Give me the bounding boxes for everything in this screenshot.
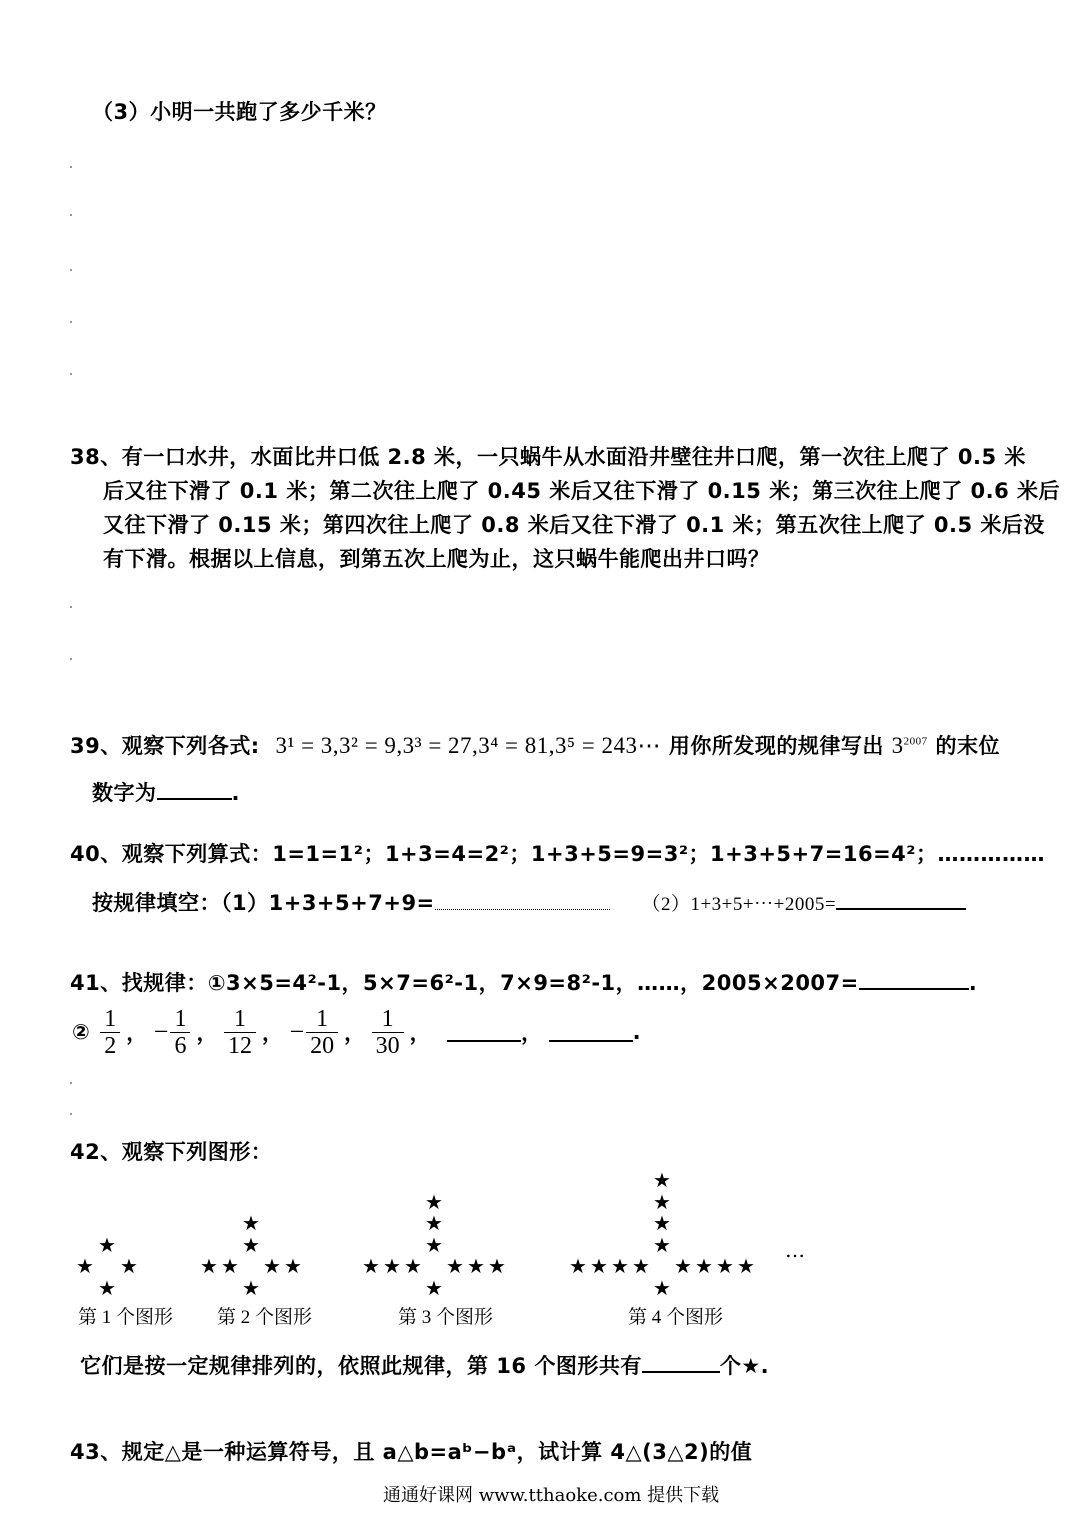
star-figure-3-star: ★ xyxy=(362,1254,380,1278)
question-38-line-4: 有下滑。根据以上信息，到第五次上爬为止，这只蜗牛能爬出井口吗？ xyxy=(103,547,770,571)
fraction-numerator: 1 xyxy=(306,1006,338,1033)
figure-caption-1: 第 1 个图形 xyxy=(78,1307,174,1328)
star-figure-2-star: ★ xyxy=(263,1254,281,1278)
power-exponent: 2007 xyxy=(903,735,928,748)
fraction-denominator: 12 xyxy=(227,1032,252,1059)
star-figure-4-star: ★ xyxy=(653,1232,671,1257)
star-figure-3-star: ★ xyxy=(425,1232,443,1257)
star-figure-3-star: ★ xyxy=(425,1211,443,1235)
star-figure-2-star: ★ xyxy=(242,1232,260,1257)
fraction-denominator: 6 xyxy=(174,1032,187,1059)
star-figure-1-star: ★ xyxy=(98,1232,116,1257)
figure-ellipsis: … xyxy=(785,1238,805,1262)
star-figure-2-star: ★ xyxy=(242,1211,260,1235)
margin-dot xyxy=(70,606,72,608)
star-figure-3-star: ★ xyxy=(425,1275,443,1300)
question-41-line-2: ② $\frac{1}{2}$ ， − $\frac{1}{6}$ ， $\frac{1}{12}$ ， − $\frac{1}{20}$ ， $\frac{1}{30}$ ， ， . xyxy=(72,1005,642,1059)
question-38-line-2: 后又往下滑了 0.1 米；第二次往上爬了 0.45 米后又往下滑了 0.15 米；第三次往上爬了 0.6 米后 xyxy=(103,479,1061,503)
fraction-numerator: 1 xyxy=(224,1006,256,1033)
figure-caption-2: 第 2 个图形 xyxy=(217,1307,313,1328)
fraction-sign: − xyxy=(153,1017,169,1046)
star-figure-4-star: ★ xyxy=(737,1254,755,1278)
separator: ， xyxy=(344,1021,366,1045)
fraction-numerator: 1 xyxy=(170,1006,190,1033)
fraction-numerator: 1 xyxy=(100,1006,120,1033)
question-40-line-2 xyxy=(92,887,966,917)
answer-blank[interactable] xyxy=(435,891,610,910)
star-figure-4-star: ★ xyxy=(653,1211,671,1235)
question-39-prefix: 39、观察下列各式: xyxy=(70,734,260,758)
star-figure-4-star: ★ xyxy=(716,1254,734,1278)
power-base: 3 xyxy=(891,733,904,758)
fraction xyxy=(372,1006,404,1059)
fraction-sign: − xyxy=(289,1017,305,1046)
star-figure-4-star: ★ xyxy=(569,1254,587,1278)
separator: ， xyxy=(409,1021,432,1045)
question-40-part-1: 按规律填空：（1）1+3+5+7+9= xyxy=(92,891,435,915)
question-39-power xyxy=(892,733,928,758)
star-figure-3-star: ★ xyxy=(425,1189,443,1214)
star-figure-1-star: ★ xyxy=(98,1275,116,1300)
fraction xyxy=(224,1006,256,1059)
fraction xyxy=(306,1006,338,1059)
fraction-numerator: 1 xyxy=(372,1006,404,1033)
star-figure-2-star: ★ xyxy=(221,1254,239,1278)
star-figure-4-star: ★ xyxy=(611,1254,629,1278)
fraction xyxy=(170,1006,190,1059)
star-figure-3-star: ★ xyxy=(383,1254,401,1278)
star-figure-2-star: ★ xyxy=(200,1254,218,1278)
figure-caption-3: 第 3 个图形 xyxy=(398,1307,494,1328)
margin-dot xyxy=(70,1082,72,1084)
fraction xyxy=(100,1006,120,1059)
star-figure-3-star: ★ xyxy=(404,1254,422,1278)
question-39-middle: 用你所发现的规律写出 xyxy=(668,734,884,758)
question-38-line-3: 又往下滑了 0.15 米；第四次往上爬了 0.8 米后又往下滑了 0.1 米；第五次往上爬了 0.5 米后没 xyxy=(103,513,1045,537)
question-42-unit: 个★. xyxy=(719,1354,770,1378)
question-39-formula: 3¹ = 3,3² = 9,3³ = 27,3⁴ = 81,3⁵ = 243⋯ xyxy=(275,733,662,758)
question-42-title: 42、观察下列图形： xyxy=(70,1140,273,1164)
fraction-sequence xyxy=(100,1006,437,1059)
star-figure-3-star: ★ xyxy=(467,1254,485,1278)
star-figure-4-star: ★ xyxy=(653,1275,671,1300)
separator: ， xyxy=(196,1021,218,1045)
star-figure-1-star: ★ xyxy=(76,1254,94,1278)
question-41-mark: ② xyxy=(72,1020,91,1044)
question-42-text: 它们是按一定规律排列的，依照此规律，第 16 个图形共有 xyxy=(80,1354,642,1378)
star-figure-3-star: ★ xyxy=(446,1254,464,1278)
question-42-conclusion xyxy=(80,1350,769,1380)
separator: ， xyxy=(261,1021,284,1045)
fraction-denominator: 20 xyxy=(310,1032,335,1059)
margin-dot xyxy=(70,658,72,660)
margin-dot xyxy=(70,1113,72,1115)
star-figure-4-star: ★ xyxy=(674,1254,692,1278)
question-40-part-2: （2）1+3+5+⋯+2005= xyxy=(641,894,837,915)
question-41-rule: 41、找规律：①3×5=4²-1，5×7=6²-1，7×9=8²-1，……，2005×2007= xyxy=(70,971,859,995)
question-43: 43、规定△是一种运算符号，且 a△b=aᵇ−bᵃ，试计算 4△(3△2)的值 xyxy=(70,1440,753,1464)
question-38-line-1: 38、有一口水井，水面比井口低 2.8 米，一只蜗牛从水面沿井壁往井口爬，第一次往上爬了 0.5 米 xyxy=(70,445,1026,469)
page-footer: 通通好课网 www.tthaoke.com 提供下载 xyxy=(383,1485,720,1506)
fraction-denominator: 2 xyxy=(104,1032,117,1059)
question-41-line-1: 41、找规律：①3×5=4²-1，5×7=6²-1，7×9=8²-1，……，2005×2007= . xyxy=(70,971,978,995)
fraction-denominator: 30 xyxy=(375,1032,400,1059)
answer-blank[interactable] xyxy=(549,1022,633,1042)
star-figure-2-star: ★ xyxy=(242,1275,260,1300)
question-40-line-1: 40、观察下列算式：1=1=1²；1+3=4=2²；1+3+5=9=3²；1+3+5+7=16=4²；…………… xyxy=(70,842,1045,866)
answer-blank[interactable] xyxy=(157,780,232,800)
margin-dot xyxy=(70,321,72,323)
star-figure-4-star: ★ xyxy=(632,1254,650,1278)
figure-caption-4: 第 4 个图形 xyxy=(628,1307,724,1328)
star-figure-3-star: ★ xyxy=(488,1254,506,1278)
answer-blank[interactable] xyxy=(836,890,966,910)
star-figure-2-star: ★ xyxy=(284,1254,302,1278)
margin-dot xyxy=(70,373,72,375)
star-figure-4-star: ★ xyxy=(590,1254,608,1278)
margin-dot xyxy=(70,269,72,271)
star-figure-1-star: ★ xyxy=(120,1254,138,1278)
star-figure-4-star: ★ xyxy=(695,1254,713,1278)
margin-dot xyxy=(70,166,72,168)
star-figure-4-star: ★ xyxy=(653,1189,671,1214)
question-37-part-3: （3）小明一共跑了多少千米？ xyxy=(92,100,387,124)
question-39-line-1 xyxy=(70,730,1000,760)
margin-dot xyxy=(70,214,72,216)
answer-blank[interactable] xyxy=(447,1022,521,1042)
answer-blank[interactable] xyxy=(642,1353,720,1373)
star-figure-4-star: ★ xyxy=(653,1168,671,1192)
question-39-suffix: 的末位 xyxy=(935,734,1000,758)
answer-blank[interactable] xyxy=(859,970,969,990)
separator: ， xyxy=(126,1021,148,1045)
question-39-line-2: 数字为 . xyxy=(92,781,240,805)
question-39-answer-label: 数字为 xyxy=(92,781,157,805)
